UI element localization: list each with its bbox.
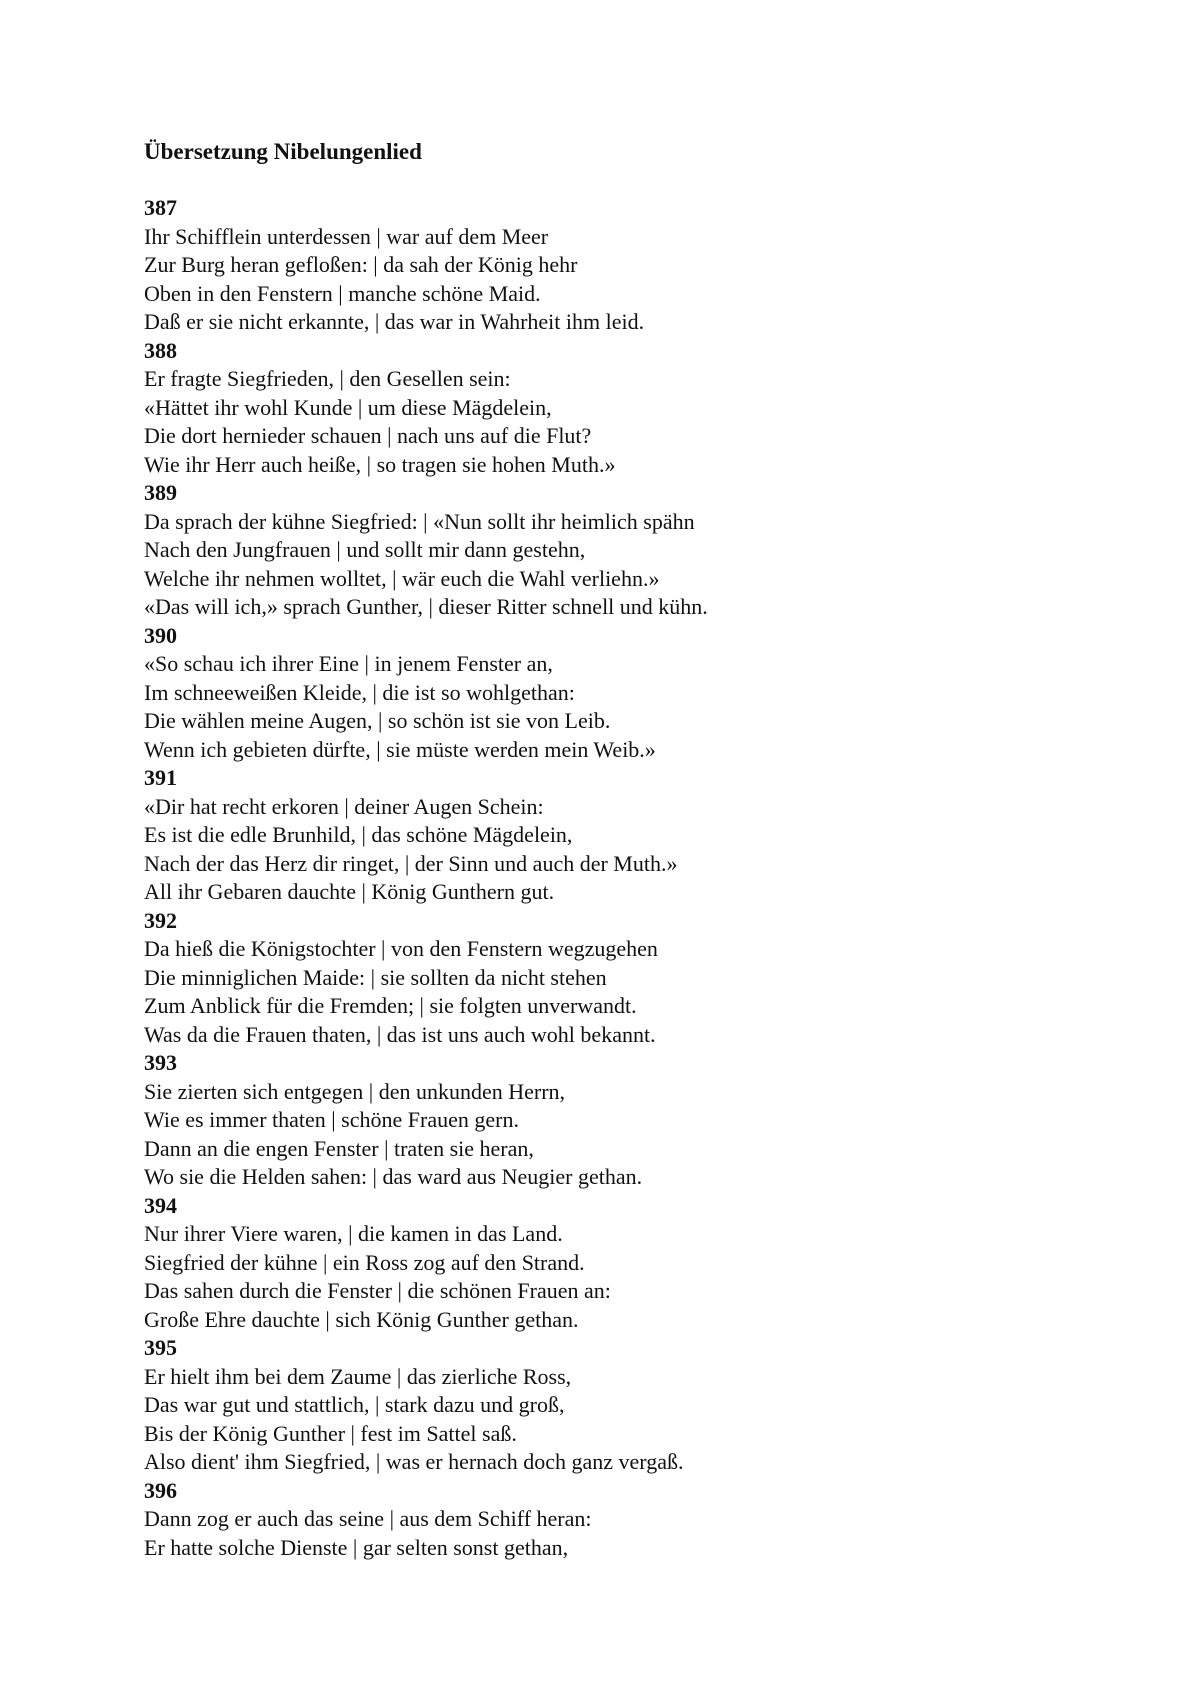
- stanza-number: 389: [144, 480, 177, 505]
- verse-line: Nur ihrer Viere waren, | die kamen in das Land.: [144, 1221, 563, 1246]
- verse-line: Zum Anblick für die Fremden; | sie folgten unverwandt.: [144, 993, 637, 1018]
- stanza-number: 390: [144, 622, 177, 648]
- stanza-number: 396: [144, 1477, 177, 1503]
- stanza-block: [144, 479, 1104, 622]
- verse-line: Dann zog er auch das seine | aus dem Schiff heran:: [144, 1506, 592, 1531]
- stanza-number: 388: [144, 337, 177, 363]
- stanza-block: [144, 764, 1104, 907]
- verse-line: Wenn ich gebieten dürfte, | sie müste werden mein Weib.»: [144, 736, 656, 762]
- verse-line: Da hieß die Königstochter | von den Fenstern wegzugehen: [144, 936, 658, 961]
- verse-line: Wie es immer thaten | schöne Frauen gern.: [144, 1107, 519, 1132]
- stanza-list: [144, 194, 1104, 1562]
- verse-line: «So schau ich ihrer Eine | in jenem Fenster an,: [144, 651, 553, 676]
- verse-line: Sie zierten sich entgegen | den unkunden Herrn,: [144, 1078, 566, 1104]
- stanza-number: 393: [144, 1050, 177, 1075]
- verse-line: Er hielt ihm bei dem Zaume | das zierliche Ross,: [144, 1363, 572, 1389]
- stanza-block: [144, 194, 1104, 337]
- document-page: [144, 138, 1104, 1562]
- verse-line: Große Ehre dauchte | sich König Gunther gethan.: [144, 1306, 579, 1332]
- verse-line: Da sprach der kühne Siegfried: | «Nun sollt ihr heimlich spähn: [144, 508, 695, 534]
- stanza-block: [144, 1477, 1104, 1563]
- verse-line: Die wählen meine Augen, | so schön ist sie von Leib.: [144, 708, 611, 733]
- verse-line: All ihr Gebaren dauchte | König Gunthern gut.: [144, 879, 555, 904]
- verse-line: Wie ihr Herr auch heiße, | so tragen sie hohen Muth.»: [144, 451, 616, 477]
- document-title: Übersetzung Nibelungenlied: [144, 139, 422, 164]
- verse-line: Daß er sie nicht erkannte, | das war in Wahrheit ihm leid.: [144, 309, 645, 334]
- verse-line: Dann an die engen Fenster | traten sie heran,: [144, 1135, 534, 1161]
- stanza-number: 387: [144, 195, 177, 220]
- verse-line: Er hatte solche Dienste | gar selten sonst gethan,: [144, 1534, 569, 1560]
- stanza-number: 394: [144, 1192, 177, 1218]
- stanza-block: [144, 907, 1104, 1050]
- verse-line: Im schneeweißen Kleide, | die ist so wohlgethan:: [144, 679, 575, 705]
- verse-line: Siegfried der kühne | ein Ross zog auf den Strand.: [144, 1249, 585, 1275]
- verse-line: Es ist die edle Brunhild, | das schöne Mägdelein,: [144, 822, 573, 847]
- verse-line: Oben in den Fenstern | manche schöne Maid.: [144, 280, 541, 306]
- stanza-number: 391: [144, 765, 177, 790]
- verse-line: Nach der das Herz dir ringet, | der Sinn und auch der Muth.»: [144, 850, 678, 876]
- verse-line: Das sahen durch die Fenster | die schönen Frauen an:: [144, 1278, 611, 1303]
- verse-line: «Dir hat recht erkoren | deiner Augen Schein:: [144, 793, 544, 819]
- stanza-block: [144, 1049, 1104, 1192]
- verse-line: Also dient' ihm Siegfried, | was er hernach doch ganz vergaß.: [144, 1449, 684, 1474]
- verse-line: Nach den Jungfrauen | und sollt mir dann gestehn,: [144, 537, 586, 562]
- verse-line: Zur Burg heran gefloßen: | da sah der König hehr: [144, 252, 578, 277]
- stanza-block: [144, 337, 1104, 480]
- verse-line: Er fragte Siegfrieden, | den Gesellen sein:: [144, 366, 511, 391]
- verse-line: Was da die Frauen thaten, | das ist uns auch wohl bekannt.: [144, 1021, 656, 1047]
- verse-line: Die minniglichen Maide: | sie sollten da nicht stehen: [144, 964, 607, 990]
- verse-line: Die dort hernieder schauen | nach uns auf die Flut?: [144, 423, 592, 448]
- stanza-block: [144, 1334, 1104, 1477]
- stanza-number: 392: [144, 907, 177, 933]
- stanza-block: [144, 1192, 1104, 1335]
- verse-line: Ihr Schifflein unterdessen | war auf dem Meer: [144, 223, 549, 249]
- stanza-block: [144, 622, 1104, 765]
- verse-line: «Hättet ihr wohl Kunde | um diese Mägdelein,: [144, 394, 552, 420]
- verse-line: Das war gut und stattlich, | stark dazu und groß,: [144, 1392, 565, 1417]
- verse-line: Welche ihr nehmen wolltet, | wär euch die Wahl verliehn.»: [144, 565, 660, 591]
- verse-line: «Das will ich,» sprach Gunther, | dieser Ritter schnell und kühn.: [144, 594, 708, 619]
- verse-line: Wo sie die Helden sahen: | das ward aus Neugier gethan.: [144, 1164, 643, 1189]
- stanza-number: 395: [144, 1335, 177, 1360]
- verse-line: Bis der König Gunther | fest im Sattel saß.: [144, 1420, 517, 1446]
